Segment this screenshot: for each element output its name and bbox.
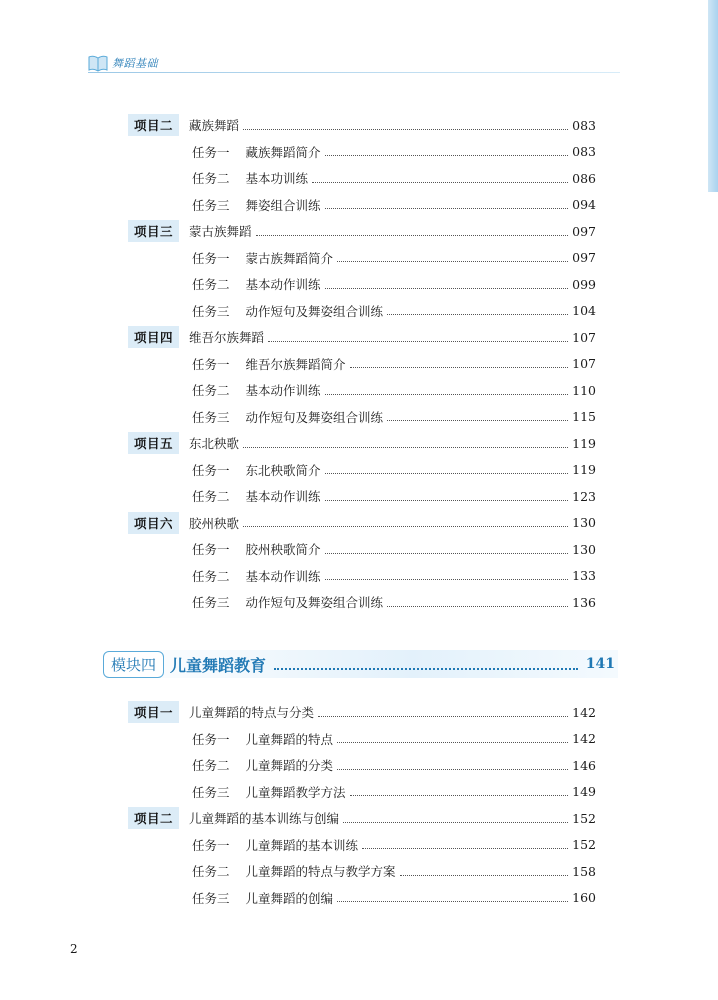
module-heading[interactable] — [103, 650, 618, 678]
header-rule — [88, 72, 620, 73]
toc-task-row[interactable] — [192, 378, 596, 402]
header-title: 舞蹈基础 — [112, 57, 158, 70]
task-page-number: 142 — [572, 731, 596, 746]
dot-leader — [337, 261, 568, 262]
project-label: 项目二 — [128, 114, 179, 136]
dot-leader — [350, 367, 569, 368]
task-page-number: 152 — [572, 837, 596, 852]
task-label: 任务三 — [192, 197, 230, 213]
dot-leader — [312, 182, 568, 183]
task-label: 任务一 — [192, 356, 230, 372]
module-page-number: 141 — [585, 656, 615, 672]
toc-task-row[interactable] — [192, 140, 596, 164]
running-header — [88, 52, 158, 74]
dot-leader — [387, 314, 568, 315]
task-page-number: 107 — [572, 356, 596, 371]
toc-project-row[interactable] — [128, 700, 596, 724]
task-page-number: 097 — [572, 250, 596, 265]
toc-task-row[interactable] — [192, 484, 596, 508]
project-title: 儿童舞蹈的基本训练与创编 — [189, 811, 340, 826]
task-title: 儿童舞蹈教学方法 — [245, 784, 346, 800]
toc-project-row[interactable] — [128, 431, 596, 455]
project-page-number: 119 — [572, 435, 596, 451]
toc-task-row[interactable] — [192, 727, 596, 751]
project-title: 维吾尔族舞蹈 — [189, 330, 265, 345]
task-page-number: 133 — [572, 568, 596, 583]
dot-leader — [243, 129, 568, 130]
dot-leader — [387, 606, 568, 607]
dot-leader — [350, 795, 569, 796]
task-page-number: 119 — [572, 462, 596, 477]
task-label: 任务二 — [192, 758, 230, 773]
dot-leader — [318, 716, 568, 717]
project-page-number: 152 — [572, 810, 596, 826]
toc-task-row[interactable] — [192, 833, 596, 857]
project-title: 儿童舞蹈的特点与分类 — [189, 705, 315, 720]
project-page-number: 083 — [572, 117, 596, 133]
dot-leader — [256, 235, 569, 236]
page-number: 2 — [70, 942, 78, 956]
toc-task-row[interactable] — [192, 352, 596, 376]
task-page-number: 146 — [572, 757, 596, 773]
dot-leader — [387, 420, 568, 421]
project-label: 项目二 — [128, 807, 179, 829]
task-page-number: 149 — [572, 784, 596, 799]
toc-project-row[interactable] — [128, 219, 596, 243]
project-page-number: 107 — [572, 329, 596, 345]
task-title: 基本功训练 — [245, 171, 309, 186]
task-label: 任务一 — [192, 837, 230, 853]
task-title: 动作短句及舞姿组合训练 — [245, 409, 384, 425]
toc-project-row[interactable] — [128, 806, 596, 830]
task-title: 儿童舞蹈的特点与教学方案 — [245, 864, 396, 879]
project-page-number: 142 — [572, 704, 596, 720]
toc-task-row[interactable] — [192, 272, 596, 296]
task-title: 基本动作训练 — [245, 277, 321, 292]
dot-leader — [268, 341, 568, 342]
project-title: 藏族舞蹈 — [189, 118, 240, 133]
project-label: 项目五 — [128, 432, 179, 454]
task-title: 维吾尔族舞蹈简介 — [245, 356, 346, 372]
module-label: 模块四 — [103, 651, 164, 678]
task-page-number: 099 — [572, 276, 596, 292]
task-title: 儿童舞蹈的基本训练 — [245, 837, 359, 853]
task-page-number: 094 — [572, 197, 596, 212]
dot-leader — [400, 875, 569, 876]
task-label: 任务二 — [192, 864, 230, 879]
toc-project-row[interactable] — [128, 325, 596, 349]
task-label: 任务三 — [192, 890, 230, 906]
toc-task-row[interactable] — [192, 537, 596, 561]
dot-leader — [325, 473, 569, 474]
toc-task-row[interactable] — [192, 193, 596, 217]
dot-leader — [337, 901, 568, 902]
dot-leader — [325, 288, 569, 289]
task-title: 儿童舞蹈的创编 — [245, 890, 334, 906]
toc-task-row[interactable] — [192, 886, 596, 910]
task-label: 任务三 — [192, 409, 230, 425]
task-label: 任务一 — [192, 462, 230, 478]
dot-leader — [362, 848, 568, 849]
dot-leader — [325, 553, 569, 554]
dot-leader — [325, 500, 569, 501]
dot-leader — [274, 668, 578, 670]
task-title: 基本动作训练 — [245, 383, 321, 398]
task-page-number: 158 — [572, 863, 596, 879]
toc-project-row[interactable] — [128, 511, 596, 535]
task-title: 儿童舞蹈的分类 — [245, 758, 334, 773]
task-page-number: 083 — [572, 144, 596, 159]
toc-task-row[interactable] — [192, 564, 596, 588]
project-label: 项目三 — [128, 220, 179, 242]
dot-leader — [243, 526, 568, 527]
dot-leader — [325, 579, 569, 580]
task-label: 任务二 — [192, 171, 230, 186]
task-label: 任务二 — [192, 568, 230, 584]
task-label: 任务一 — [192, 250, 230, 266]
module-title: 儿童舞蹈教育 — [170, 655, 267, 675]
task-page-number: 130 — [572, 541, 596, 557]
task-label: 任务一 — [192, 542, 230, 557]
toc-task-row[interactable] — [192, 299, 596, 323]
task-label: 任务一 — [192, 731, 230, 747]
task-title: 东北秧歌简介 — [245, 462, 321, 478]
task-label: 任务三 — [192, 595, 230, 610]
task-page-number: 110 — [572, 382, 596, 398]
project-title: 胶州秧歌 — [189, 515, 240, 531]
toc-project-row[interactable] — [128, 113, 596, 137]
dot-leader — [343, 822, 568, 823]
dot-leader — [325, 394, 569, 395]
task-page-number: 115 — [572, 409, 596, 424]
task-label: 任务三 — [192, 303, 230, 319]
task-label: 任务二 — [192, 489, 230, 504]
toc-task-row[interactable] — [192, 590, 596, 614]
task-title: 舞姿组合训练 — [245, 197, 321, 213]
toc-task-row[interactable] — [192, 246, 596, 270]
toc-task-row[interactable] — [192, 166, 596, 190]
project-label: 项目四 — [128, 326, 179, 348]
task-page-number: 104 — [572, 303, 596, 318]
task-title: 动作短句及舞姿组合训练 — [245, 303, 384, 319]
task-page-number: 123 — [572, 488, 596, 504]
toc-task-row[interactable] — [192, 458, 596, 482]
task-title: 基本动作训练 — [245, 568, 321, 584]
project-label: 项目一 — [128, 701, 179, 723]
project-page-number: 130 — [572, 515, 596, 530]
toc-task-row[interactable] — [192, 780, 596, 804]
task-page-number: 086 — [572, 170, 596, 186]
project-label: 项目六 — [128, 512, 179, 534]
task-title: 动作短句及舞姿组合训练 — [245, 595, 384, 610]
task-title: 胶州秧歌简介 — [245, 542, 321, 557]
dot-leader — [325, 208, 569, 209]
project-title: 东北秧歌 — [189, 436, 240, 451]
task-title: 基本动作训练 — [245, 489, 321, 504]
task-title: 儿童舞蹈的特点 — [245, 731, 334, 747]
dot-leader — [337, 769, 568, 770]
project-title: 蒙古族舞蹈 — [189, 224, 252, 239]
project-page-number: 097 — [572, 223, 596, 239]
open-book-icon — [88, 54, 108, 72]
dot-leader — [337, 742, 568, 743]
dot-leader — [325, 155, 569, 156]
task-label: 任务一 — [192, 144, 230, 160]
side-tab-decoration — [708, 0, 718, 192]
task-label: 任务二 — [192, 277, 230, 292]
toc-task-row[interactable] — [192, 859, 596, 883]
task-label: 任务二 — [192, 383, 230, 398]
task-title: 蒙古族舞蹈简介 — [245, 250, 334, 266]
toc-task-row[interactable] — [192, 753, 596, 777]
dot-leader — [243, 447, 568, 448]
task-page-number: 160 — [572, 890, 596, 905]
task-page-number: 136 — [572, 594, 596, 610]
task-title: 藏族舞蹈简介 — [245, 144, 321, 160]
task-label: 任务三 — [192, 784, 230, 800]
toc-task-row[interactable] — [192, 405, 596, 429]
